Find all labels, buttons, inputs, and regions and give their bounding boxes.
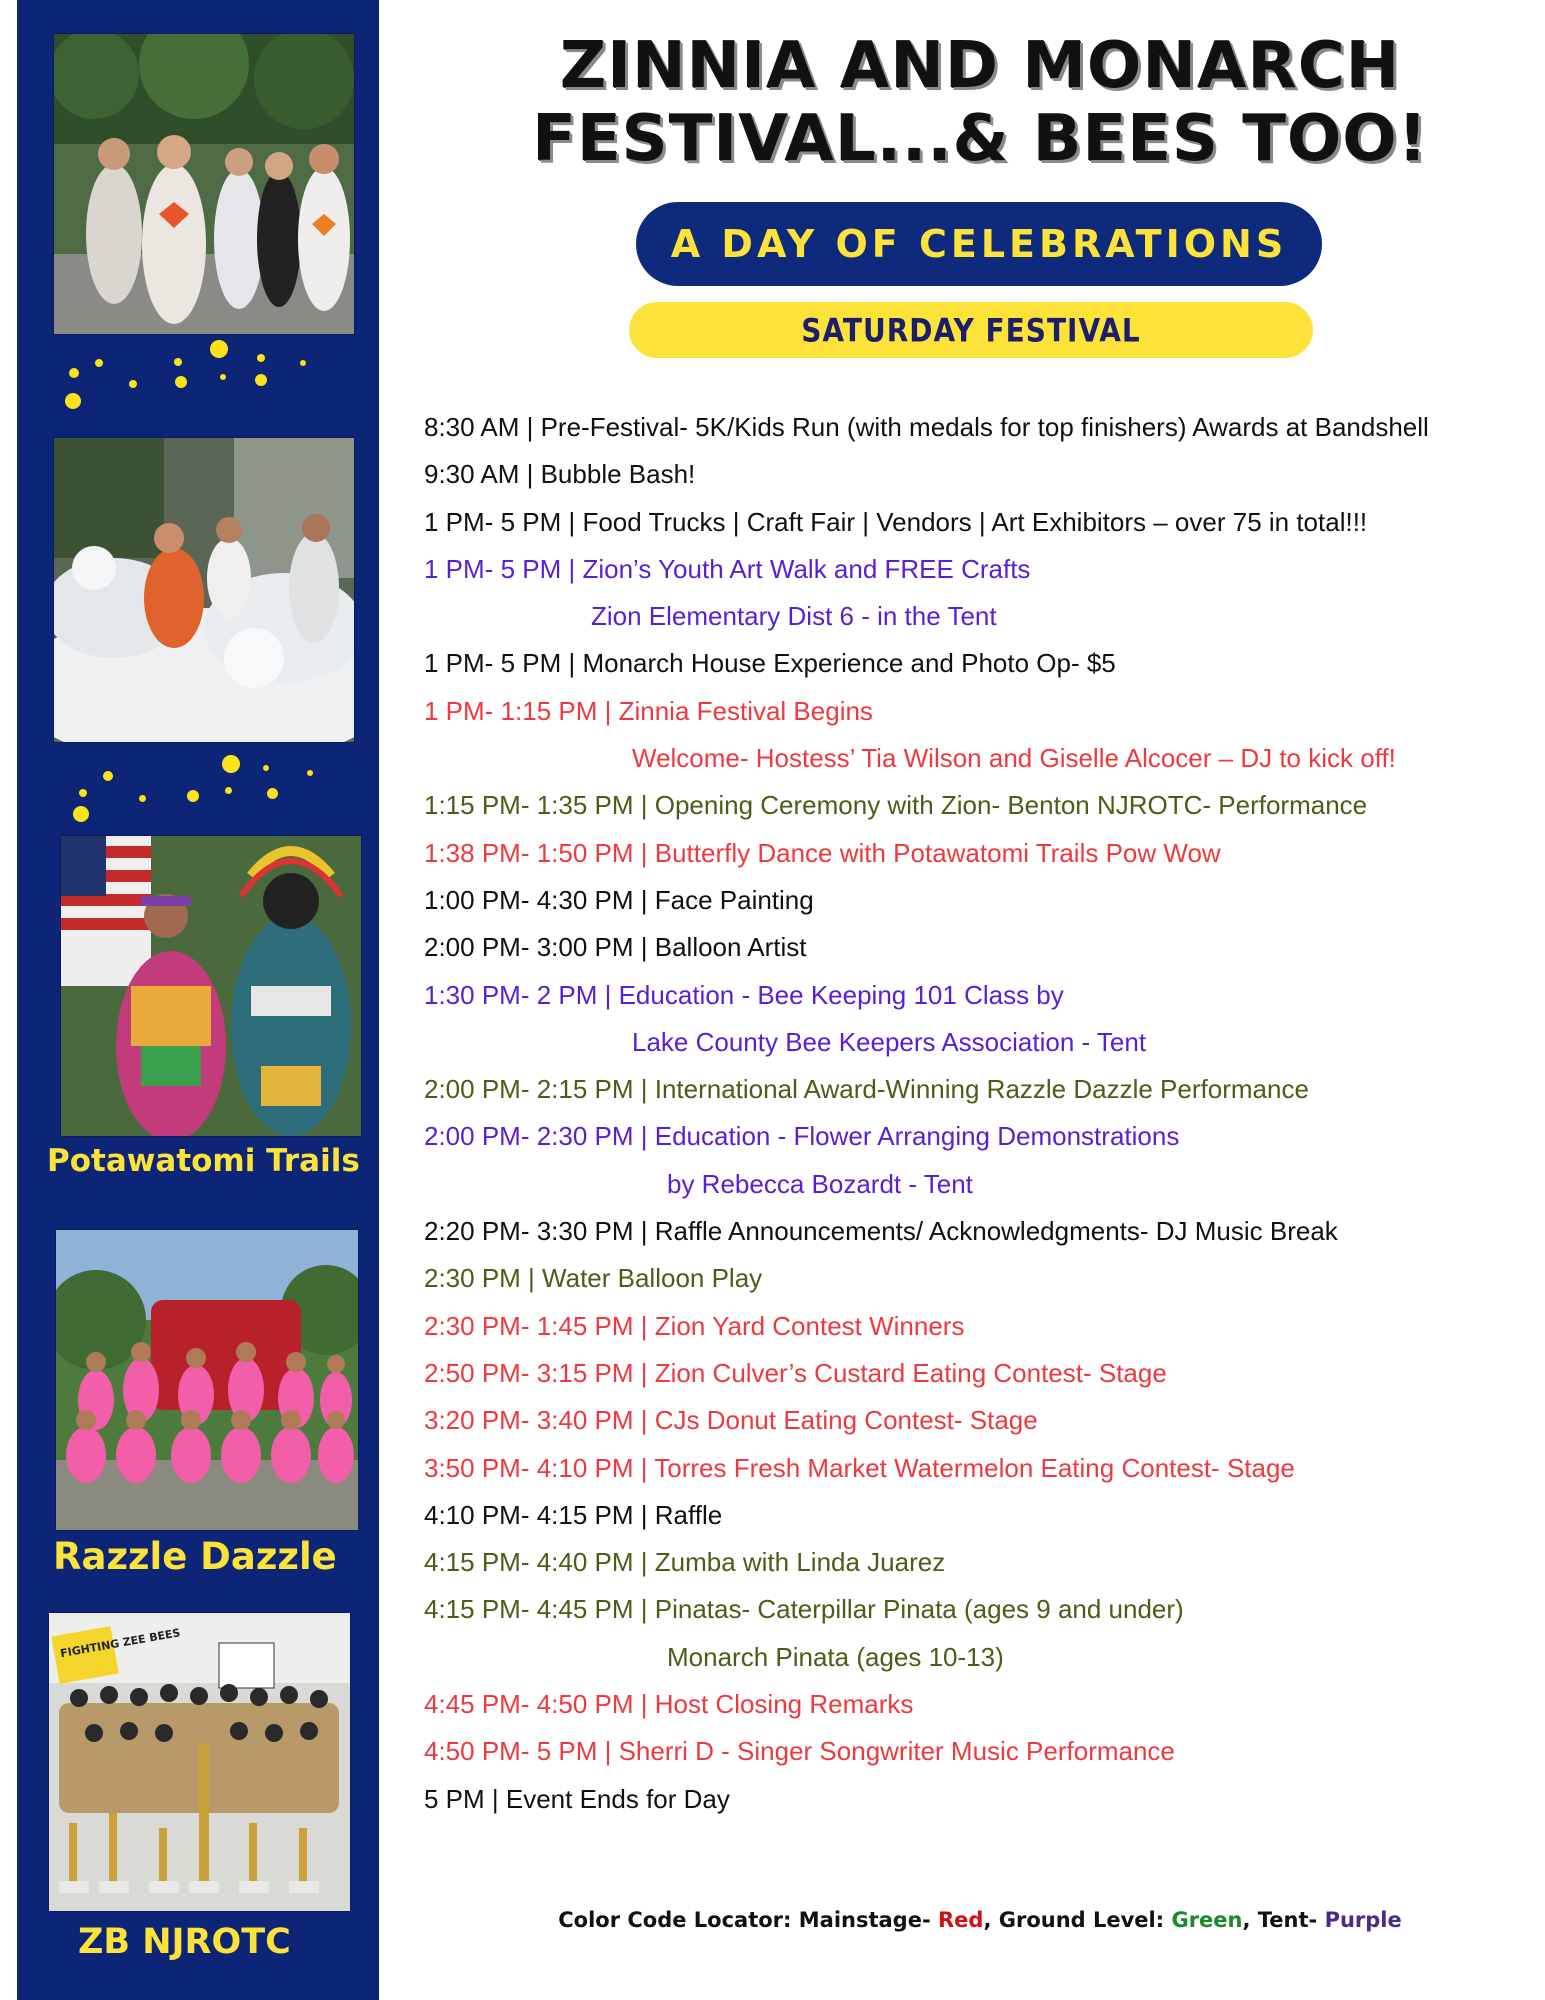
schedule-item: 8:30 AM | Pre-Festival- 5K/Kids Run (with medals for top finishers) Awards at Bandshell	[424, 412, 1429, 442]
schedule-item: 2:30 PM- 1:45 PM | Zion Yard Contest Winners	[424, 1310, 965, 1341]
caption-razzle-dazzle: Razzle Dazzle	[53, 1535, 337, 1578]
title-line-1: ZINNIA AND MONARCH	[559, 29, 1401, 103]
legend-purple: Purple	[1324, 1908, 1402, 1932]
legend-green: Green	[1171, 1908, 1243, 1932]
photo-potawatomi-dancers	[60, 835, 362, 1137]
schedule-item: 1 PM- 1:15 PM | Zinnia Festival Begins	[424, 695, 873, 726]
sidebar-panel	[17, 0, 379, 2000]
saturday-festival-banner	[629, 302, 1313, 358]
schedule-item: 1:00 PM- 4:30 PM | Face Painting	[424, 884, 814, 915]
event-schedule	[424, 404, 1534, 1823]
schedule-item-continuation: by Rebecca Bozardt - Tent	[667, 1168, 973, 1199]
celebrations-banner-text: A DAY OF CELEBRATIONS	[670, 222, 1288, 266]
legend-middle: , Ground Level:	[983, 1908, 1172, 1932]
schedule-item: 2:50 PM- 3:15 PM | Zion Culver’s Custard Eating Contest- Stage	[424, 1357, 1167, 1388]
decorative-dots-2	[17, 745, 379, 835]
schedule-item: 3:50 PM- 4:10 PM | Torres Fresh Market Watermelon Eating Contest- Stage	[424, 1452, 1295, 1483]
schedule-item: 2:00 PM- 3:00 PM | Balloon Artist	[424, 932, 807, 963]
schedule-item: 4:50 PM- 5 PM | Sherri D - Singer Songwriter Music Performance	[424, 1736, 1175, 1767]
schedule-item: 1:38 PM- 1:50 PM | Butterfly Dance with Potawatomi Trails Pow Wow	[424, 837, 1221, 868]
color-code-legend	[420, 1908, 1540, 1932]
schedule-item: 1:30 PM- 2 PM | Education - Bee Keeping 101 Class by	[424, 979, 1064, 1010]
schedule-item: 1 PM- 5 PM | Monarch House Experience and Photo Op- $5	[424, 648, 1116, 679]
sign-text: FIGHTING ZEE BEES	[59, 1626, 182, 1661]
schedule-item: 1 PM- 5 PM | Zion’s Youth Art Walk and FREE Crafts	[424, 553, 1031, 584]
schedule-item: 2:00 PM- 2:15 PM | International Award-Winning Razzle Dazzle Performance	[424, 1074, 1309, 1105]
schedule-item: 4:45 PM- 4:50 PM | Host Closing Remarks	[424, 1689, 914, 1720]
legend-red: Red	[937, 1908, 984, 1932]
caption-njrotc: ZB NJROTC	[78, 1922, 291, 1962]
schedule-item-continuation: Zion Elementary Dist 6 - in the Tent	[591, 601, 997, 632]
saturday-festival-text: SATURDAY FESTIVAL	[801, 311, 1141, 349]
schedule-item: 9:30 AM | Bubble Bash!	[424, 459, 696, 490]
schedule-item-continuation: Welcome- Hostess’ Tia Wilson and Giselle Alcocer – DJ to kick off!	[632, 743, 1396, 774]
celebrations-banner	[636, 202, 1322, 286]
schedule-item: 1:15 PM- 1:35 PM | Opening Ceremony with Zion- Benton NJROTC- Performance	[424, 790, 1368, 821]
schedule-item: 4:15 PM- 4:45 PM | Pinatas- Caterpillar Pinata (ages 9 and under)	[424, 1594, 1184, 1625]
schedule-item: 2:20 PM- 3:30 PM | Raffle Announcements/ Acknowledgments- DJ Music Break	[424, 1216, 1338, 1247]
schedule-item-continuation: Monarch Pinata (ages 10-13)	[667, 1641, 1004, 1672]
schedule-item: 3:20 PM- 3:40 PM | CJs Donut Eating Contest- Stage	[424, 1405, 1038, 1436]
schedule-item: 5 PM | Event Ends for Day	[424, 1783, 730, 1814]
schedule-item: 4:10 PM- 4:15 PM | Raffle	[424, 1499, 723, 1530]
schedule-item: 2:30 PM | Water Balloon Play	[424, 1263, 763, 1294]
schedule-item: 2:00 PM- 2:30 PM | Education - Flower Arranging Demonstrations	[424, 1121, 1180, 1152]
title-line-2: FESTIVAL...& BEES TOO!	[532, 102, 1428, 176]
schedule-item: 4:15 PM- 4:40 PM | Zumba with Linda Juarez	[424, 1547, 946, 1578]
page-title	[420, 30, 1540, 176]
legend-middle-2: , Tent-	[1242, 1908, 1325, 1932]
legend-prefix: Color Code Locator: Mainstage-	[558, 1908, 938, 1932]
decorative-dots-1	[17, 330, 379, 420]
photo-bubble-bash	[53, 437, 355, 743]
caption-potawatomi: Potawatomi Trails	[47, 1143, 360, 1179]
photo-fun-run	[53, 33, 355, 335]
photo-njrotc-cadets	[48, 1612, 351, 1912]
schedule-item-continuation: Lake County Bee Keepers Association - Tent	[632, 1026, 1147, 1057]
photo-razzle-dazzle	[55, 1229, 359, 1531]
schedule-item: 1 PM- 5 PM | Food Trucks | Craft Fair | Vendors | Art Exhibitors – over 75 in total!!!	[424, 506, 1368, 537]
